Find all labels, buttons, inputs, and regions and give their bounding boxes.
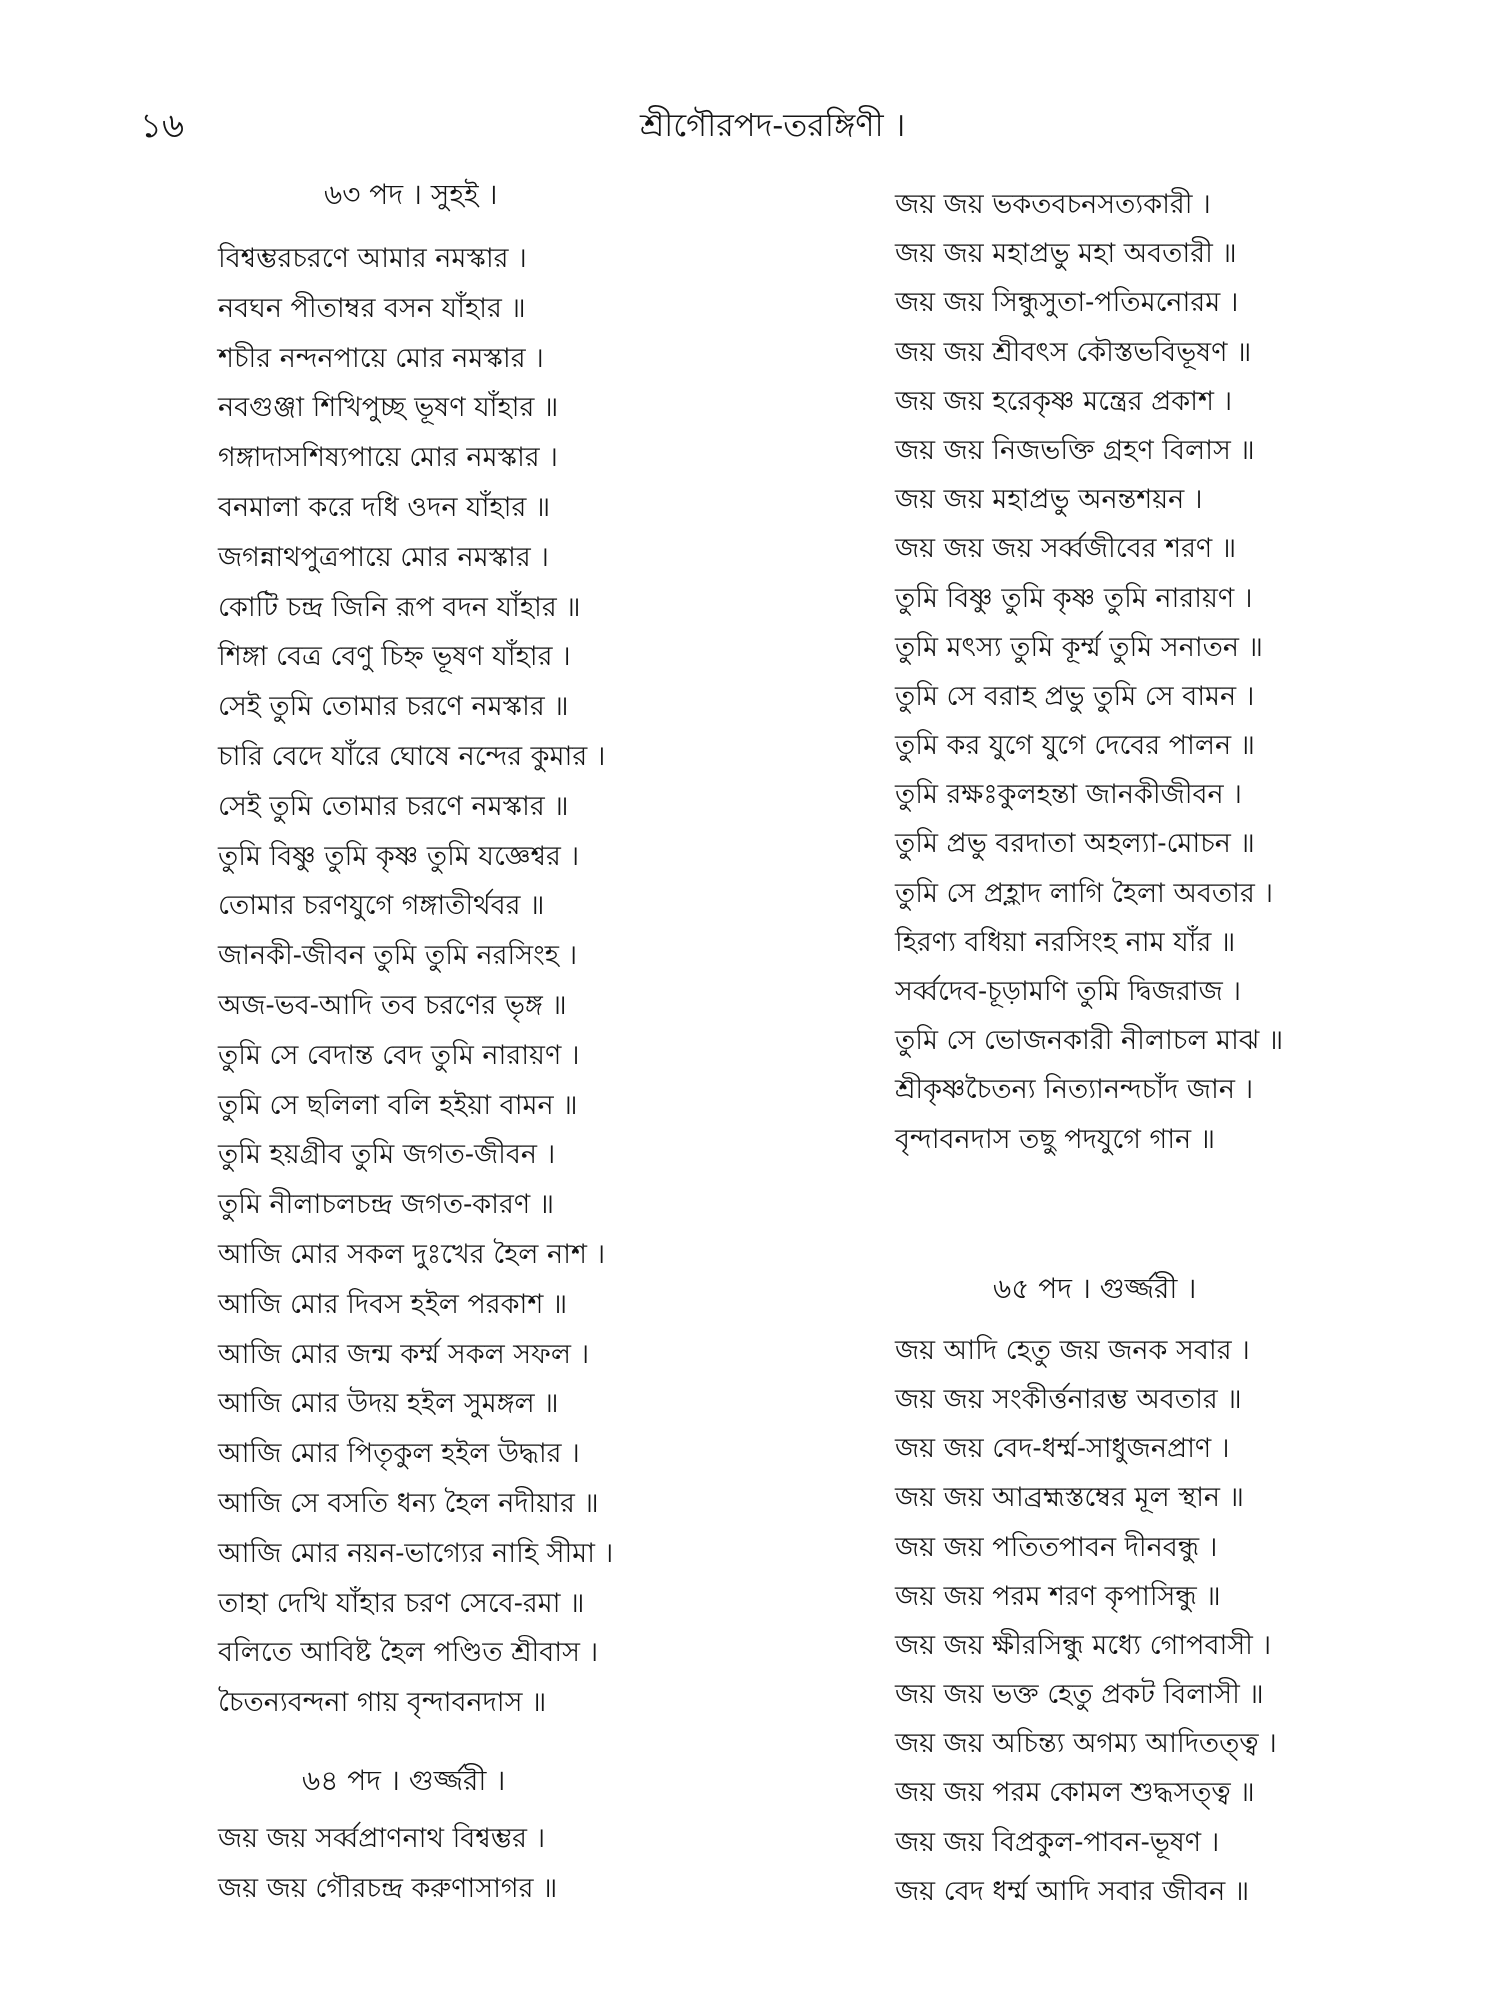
verse-line: কোটি চন্দ্র জিনি রূপ বদন যাঁহার ॥ <box>218 591 581 623</box>
verse-line: জগন্নাথপুত্রপায়ে মোর নমস্কার । <box>218 541 549 573</box>
verse-line: জয় জয় বেদ-ধর্ম্ম-সাধুজনপ্রাণ । <box>895 1433 1230 1465</box>
verse-line: জয় জয় ভকতবচনসত্যকারী । <box>895 189 1211 220</box>
verse-line: আজি মোর দিবস হইল পরকাশ ॥ <box>218 1288 568 1320</box>
verse-line: তুমি নীলাচলচন্দ্র জগত-কারণ ॥ <box>218 1189 555 1221</box>
verse-line: তুমি কর যুগে যুগে দেবের পালন ॥ <box>895 730 1255 762</box>
verse-line: আজি সে বসতি ধন্য হৈল নদীয়ার ॥ <box>218 1487 599 1519</box>
poem-heading: ৬৪ পদ । গুর্জ্জরী । <box>302 1763 506 1797</box>
verse-line: তুমি সে বরাহ প্রভু তুমি সে বামন । <box>895 680 1255 712</box>
verse-line: জয় জয় সংকীর্ত্তনারম্ভ অবতার ॥ <box>895 1383 1242 1415</box>
verse-line: অজ-ভব-আদি তব চরণের ভৃঙ্গ ॥ <box>218 989 567 1021</box>
verse-line: জয় জয় অচিন্ত্য অগম্য আদিতত্ত্ব । <box>895 1728 1277 1760</box>
verse-line: তুমি হয়গ্রীব তুমি জগত-জীবন । <box>218 1139 556 1171</box>
verse-line: আজি মোর সকল দুঃখের হৈল নাশ । <box>218 1238 606 1270</box>
verse-line: তাহা দেখি যাঁহার চরণ সেবে-রমা ॥ <box>218 1587 585 1619</box>
poem-64 <box>218 1814 738 1914</box>
section-gap <box>218 1728 738 1756</box>
verse-line: তুমি প্রভু বরদাতা অহল্যা-মোচন ॥ <box>895 828 1255 860</box>
verse-line: আজি মোর নয়ন-ভাগ্যের নাহি সীমা । <box>218 1537 614 1569</box>
verse-line: জয় জয় মহাপ্রভু মহা অবতারী ॥ <box>895 238 1237 270</box>
verse-line: তুমি রক্ষঃকুলহন্তা জানকীজীবন । <box>895 779 1242 811</box>
verse-line: জয় জয় গৌরচন্দ্র করুণাসাগর ॥ <box>218 1872 558 1904</box>
verse-line: তুমি বিষ্ণু তুমি কৃষ্ণ তুমি নারায়ণ । <box>895 582 1253 614</box>
verse-line: জয় জয় হরেকৃষ্ণ মন্ত্রের প্রকাশ । <box>895 385 1233 417</box>
verse-line: জয় জয় সিন্ধুসুতা-পতিমনোরম । <box>895 287 1239 319</box>
verse-line: তুমি সে ভোজনকারী নীলাচল মাঝ ॥ <box>895 1025 1284 1057</box>
section-gap <box>895 1164 1365 1264</box>
verse-line: বিশ্বম্ভরচরণে আমার নমস্কার । <box>218 243 527 274</box>
verse-line: চারি বেদে যাঁরে ঘোষে নন্দের কুমার । <box>218 740 606 772</box>
verse-line: নবঘন পীতাম্বর বসন যাঁহার ॥ <box>218 292 526 324</box>
verse-line: আজি মোর জন্ম কর্ম্ম সকল সফল । <box>218 1338 590 1370</box>
verse-line: জয় জয় পতিতপাবন দীনবন্ধু । <box>895 1531 1218 1563</box>
verse-line: নবগুঞ্জা শিখিপুচ্ছ ভূষণ যাঁহার ॥ <box>218 392 559 424</box>
page-title: শ্রীগৌরপদ-তরঙ্গিণী । <box>640 106 906 144</box>
poem-heading: ৬৩ পদ । সুহই । <box>324 178 498 211</box>
poem-64-continued <box>895 180 1365 1164</box>
verse-line: জয় জয় জয় সর্ব্বজীবের শরণ ॥ <box>895 533 1237 565</box>
verse-line: সেই তুমি তোমার চরণে নমস্কার ॥ <box>218 790 569 822</box>
verse-line: তুমি সে প্রহ্লাদ লাগি হৈলা অবতার । <box>895 877 1274 909</box>
verse-line: আজি মোর পিতৃকুল হইল উদ্ধার । <box>218 1438 580 1470</box>
verse-line: শচীর নন্দনপায়ে মোর নমস্কার । <box>218 342 544 374</box>
verse-line: জয় জয় শ্রীবৎস কৌস্তভবিভূষণ ॥ <box>895 336 1252 368</box>
poem-heading: ৬৫ পদ । গুর্জ্জরী । <box>993 1271 1197 1305</box>
verse-line: জয় বেদ ধর্ম্ম আদি সবার জীবন ॥ <box>895 1875 1250 1907</box>
verse-line: শ্রীকৃষ্ণচৈতন্য নিত্যানন্দচাঁদ জান । <box>895 1074 1254 1106</box>
verse-line: জয় জয় মহাপ্রভু অনন্তশয়ন । <box>895 484 1203 516</box>
verse-line: বৃন্দাবনদাস তছু পদযুগে গান ॥ <box>895 1123 1215 1155</box>
verse-line: হিরণ্য বধিয়া নরসিংহ নাম যাঁর ॥ <box>895 926 1236 958</box>
verse-line: তুমি সে বেদান্ত বেদ তুমি নারায়ণ । <box>218 1039 580 1071</box>
verse-line: বনমালা করে দধি ওদন যাঁহার ॥ <box>218 491 551 523</box>
verse-line: তুমি সে ছলিলা বলি হইয়া বামন ॥ <box>218 1089 578 1121</box>
verse-line: জানকী-জীবন তুমি তুমি নরসিংহ । <box>218 940 578 972</box>
verse-line: বলিতে আবিষ্ট হৈল পণ্ডিত শ্রীবাস । <box>218 1637 599 1669</box>
verse-line: গঙ্গাদাসশিষ্যপায়ে মোর নমস্কার । <box>218 442 558 474</box>
verse-line: আজি মোর উদয় হইল সুমঙ্গল ॥ <box>218 1388 559 1420</box>
left-column <box>218 170 738 1914</box>
verse-line: জয় জয় ক্ষীরসিন্ধু মধ্যে গোপবাসী । <box>895 1629 1272 1661</box>
verse-line: জয় জয় পরম শরণ কৃপাসিন্ধু ॥ <box>895 1580 1221 1612</box>
verse-line: জয় জয় পরম কোমল শুদ্ধসত্ত্ব ॥ <box>895 1777 1255 1809</box>
verse-line: শিঙ্গা বেত্র বেণু চিহ্ন ভূষণ যাঁহার । <box>218 641 571 673</box>
verse-line: চৈতন্যবন্দনা গায় বৃন্দাবনদাস ॥ <box>218 1687 547 1719</box>
verse-line: তুমি মৎস্য তুমি কূর্ম্ম তুমি সনাতন ॥ <box>895 631 1263 663</box>
verse-line: সর্ব্বদেব-চূড়ামণি তুমি দ্বিজরাজ । <box>895 976 1242 1007</box>
verse-line: জয় জয় সর্ব্বপ্রাণনাথ বিশ্বম্ভর । <box>218 1822 546 1854</box>
poem-63 <box>218 234 738 1728</box>
right-column <box>895 180 1365 1916</box>
verse-line: তুমি বিষ্ণু তুমি কৃষ্ণ তুমি যজ্ঞেশ্বর । <box>218 840 580 872</box>
verse-line: জয় জয় ভক্ত হেতু প্রকট বিলাসী ॥ <box>895 1679 1264 1711</box>
verse-line: জয় জয় নিজভক্তি গ্রহণ বিলাস ॥ <box>895 434 1255 466</box>
verse-line: সেই তুমি তোমার চরণে নমস্কার ॥ <box>218 691 569 723</box>
verse-line: জয় আদি হেতু জয় জনক সবার । <box>895 1334 1250 1366</box>
verse-line: তোমার চরণযুগে গঙ্গাতীর্থবর ॥ <box>218 890 545 922</box>
verse-line: জয় জয় আব্রহ্মস্তম্বের মূল স্থান ॥ <box>895 1482 1244 1514</box>
page-number: ১৬ <box>140 106 185 146</box>
poem-65 <box>895 1326 1365 1916</box>
verse-line: জয় জয় বিপ্রকুল-পাবন-ভূষণ । <box>895 1826 1220 1858</box>
